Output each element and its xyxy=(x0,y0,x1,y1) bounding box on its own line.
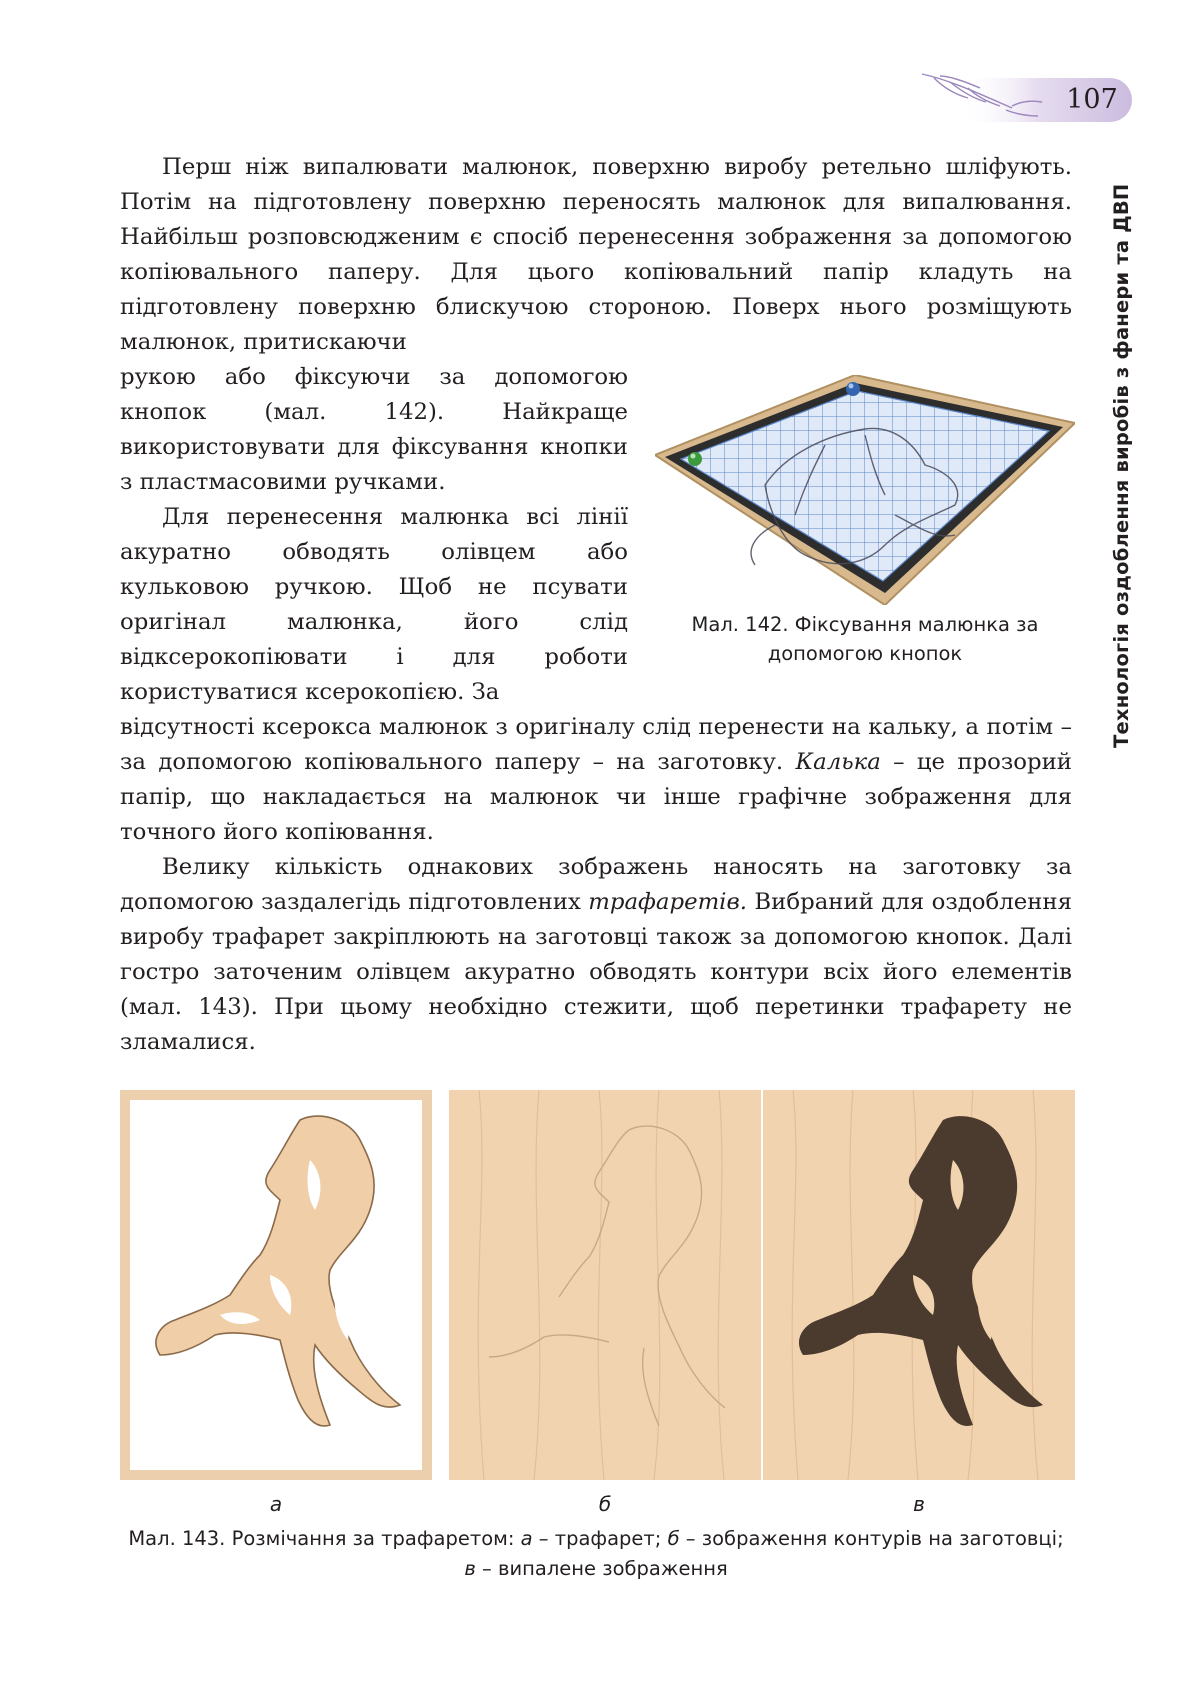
figure-143-outline-on-blank xyxy=(449,1090,761,1480)
panel-label-a: а xyxy=(269,1492,283,1516)
paragraph-transfer-continued xyxy=(120,710,1072,850)
running-title-text: Технологія оздоблення виробів з фанери та ДВП xyxy=(1110,183,1133,748)
paragraph-transfer: Для перенесення малюнка всі лінії акуратно обводять олівцем або кульковою ручкою. Щоб не псувати оригінал малюнка, його слід відксерокопіювати і для роботи користуватися ксерокопією. За xyxy=(120,504,628,705)
caption-letter-a: а xyxy=(520,1527,533,1550)
figure-143-burned-image xyxy=(763,1090,1075,1480)
pin-icon xyxy=(846,382,860,396)
panel-label-c: в xyxy=(913,1492,925,1516)
caption-part: Мал. 143. Розмічання за трафаретом: xyxy=(128,1527,521,1550)
transfer-text: відсутності ксерокса малюнок з оригіналу слід перенести на кальку, а потім – за допомогою копіювального паперу – на заготовку. xyxy=(120,714,1072,775)
figure-142-board-with-pins xyxy=(655,375,1075,605)
figure-143-caption xyxy=(120,1524,1072,1584)
stencils-text-a: Велику кількість однакових зображень наносять на заготовку за допомогою заздалегідь підготовлених xyxy=(120,854,1072,915)
paragraph-stencils xyxy=(120,850,1072,1060)
caption-part: – випалене зображення xyxy=(475,1557,728,1580)
figure-143-stencil xyxy=(120,1090,432,1480)
panel-label-b: б xyxy=(598,1492,612,1516)
caption-part: – трафарет; xyxy=(532,1527,668,1550)
caption-part: – зображення контурів на заготовці; xyxy=(679,1527,1064,1550)
column-block xyxy=(120,360,628,710)
pin-icon xyxy=(688,452,702,466)
caption-letter-b: б xyxy=(667,1527,680,1550)
paragraph-intro: Перш ніж випалювати малюнок, поверхню виробу ретельно шліфують. Потім на підготовлену поверхню переносять малюнок для випалювання. Найбільш розповсюдженим є спосіб перенесення зображення за допомогою копіювального паперу. Для цього копіювальний папір кладуть на підготовлену поверхню блискучою стороною. Поверх нього розміщують малюнок, притискаючи xyxy=(120,154,1072,355)
caption-letter-c: в xyxy=(464,1557,476,1580)
kalka-definition: – це прозорий папір, що накладається на малюнок чи інше графічне зображення для точного його копіювання. xyxy=(120,749,1072,845)
page-number: 107 xyxy=(1066,84,1118,115)
term-trafaret: трафаретів. xyxy=(588,889,747,915)
paragraph-intro-continued: рукою або фіксуючи за допомогою кнопок (мал. 142). Найкраще використовувати для фіксування кнопки з пластмасовими ручками. xyxy=(120,364,628,495)
term-kalka: Калька xyxy=(795,749,881,775)
figure-142-caption: Мал. 142. Фіксування малюнка за допомогою кнопок xyxy=(691,613,1039,665)
stencils-text-b: Вибраний для оздоблення виробу трафарет закріплюють на заготовці також за допомогою кнопок. Далі гостро заточеним олівцем акуратно обводять контури всіх його елементів (мал. 143). При цьому необхідно стежити, щоб перетинки трафарету не зламалися. xyxy=(120,889,1072,1055)
